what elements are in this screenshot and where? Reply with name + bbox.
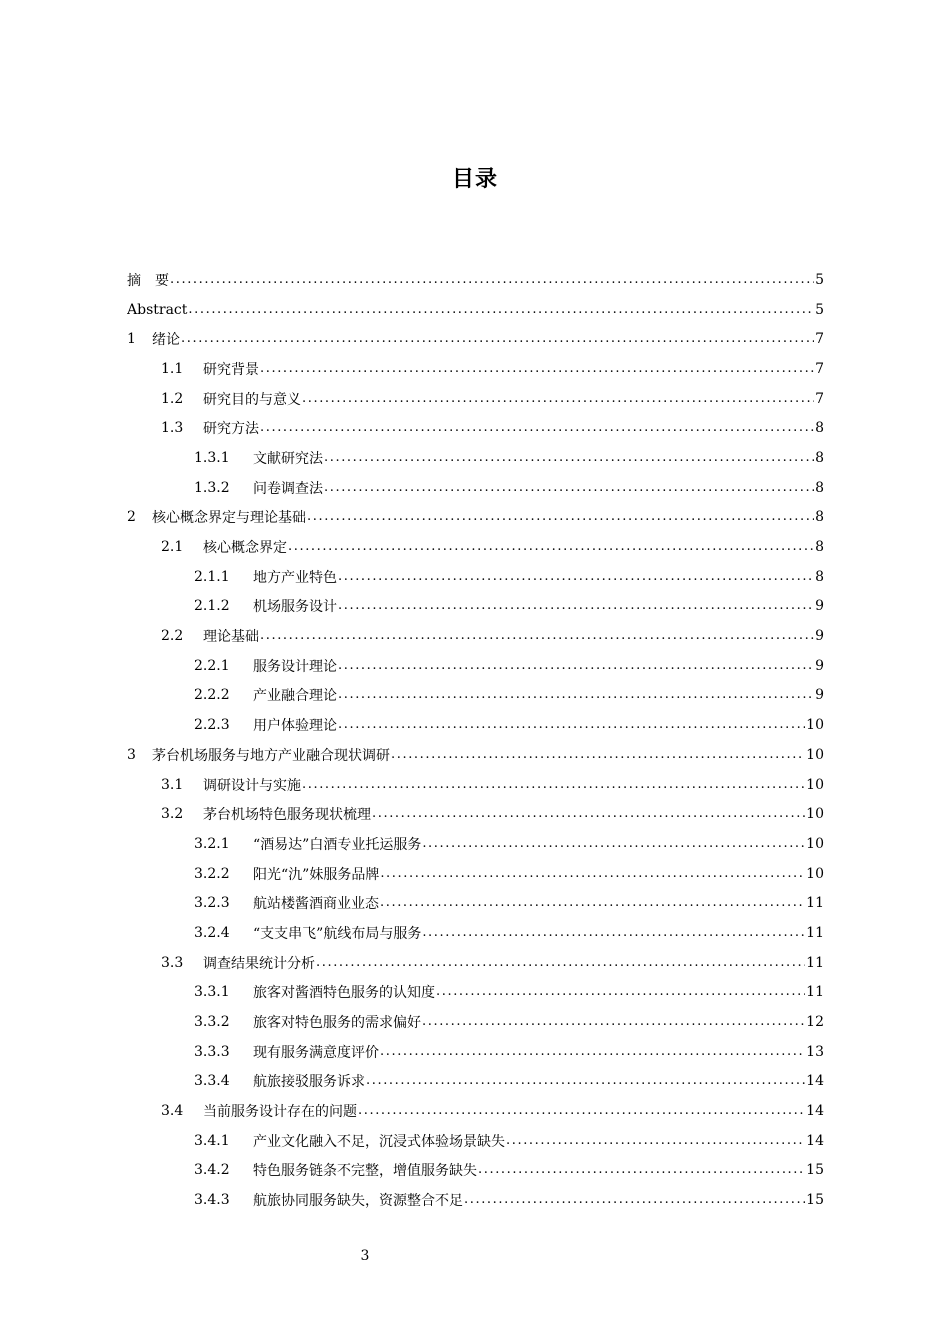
toc-dot-leader xyxy=(324,479,814,497)
toc-entry-page: 7 xyxy=(815,360,824,377)
toc-entry-label: 摘 要 xyxy=(127,272,169,289)
toc-entry-page: 7 xyxy=(815,331,824,348)
page-title: 目录 xyxy=(451,167,498,192)
toc-dot-leader xyxy=(422,835,805,853)
toc-entry-label: 特色服务链条不完整，增值服务缺失 xyxy=(253,1163,477,1180)
toc-entry-number: 3.3.3 xyxy=(194,1043,230,1060)
toc-dot-leader xyxy=(358,1102,805,1120)
toc-entry-label: 产业文化融入不足，沉浸式体验场景缺失 xyxy=(253,1133,505,1150)
toc-entry-page: 9 xyxy=(815,598,824,615)
toc-entry-number: 3.2 xyxy=(161,806,184,823)
toc-entry-number: 3.3.2 xyxy=(194,1014,230,1031)
toc-entry-label: 旅客对特色服务的需求偏好 xyxy=(253,1015,421,1032)
toc-entry[interactable] xyxy=(127,859,824,889)
toc-entry-number: 2.2 xyxy=(161,628,184,645)
toc-entry[interactable] xyxy=(127,799,824,829)
toc-entry-number: 1.3.2 xyxy=(194,479,230,496)
toc-entry-number: 3.4 xyxy=(161,1103,184,1120)
toc-entry[interactable] xyxy=(127,295,824,325)
toc-entry-label: 产业融合理论 xyxy=(253,688,337,705)
toc-entry-label: 茅台机场特色服务现状梳理 xyxy=(203,807,371,824)
toc-entry-label: 茅台机场服务与地方产业融合现状调研 xyxy=(152,747,390,764)
toc-dot-leader xyxy=(260,419,814,437)
toc-entry-label: 研究目的与意义 xyxy=(203,391,301,408)
toc-entry-page: 5 xyxy=(815,271,824,288)
toc-entry[interactable] xyxy=(127,1096,824,1126)
toc-entry-label: 核心概念界定 xyxy=(203,540,287,557)
toc-entry-label: 服务设计理论 xyxy=(253,658,337,675)
toc-entry-page: 5 xyxy=(815,301,824,318)
toc-entry-page: 14 xyxy=(806,1073,824,1090)
toc-entry[interactable] xyxy=(127,384,824,414)
toc-entry-label: 航旅接驳服务诉求 xyxy=(253,1074,365,1091)
toc-dot-leader xyxy=(260,627,814,645)
toc-dot-leader xyxy=(170,271,814,289)
toc-entry[interactable] xyxy=(127,651,824,681)
toc-entry-number: 1.3 xyxy=(161,420,184,437)
toc-entry[interactable] xyxy=(127,1126,824,1156)
toc-entry-label: 现有服务满意度评价 xyxy=(253,1044,379,1061)
page-number: 3 xyxy=(360,1248,370,1264)
toc-dot-leader xyxy=(380,865,805,883)
toc-entry-number: 2.2.2 xyxy=(194,687,230,704)
toc-entry[interactable] xyxy=(127,1156,824,1186)
toc-dot-leader xyxy=(338,597,814,615)
toc-entry[interactable] xyxy=(127,770,824,800)
toc-dot-leader xyxy=(422,1013,805,1031)
toc-entry[interactable] xyxy=(127,918,824,948)
toc-entry-number: 3.2.3 xyxy=(194,895,230,912)
toc-entry-label: 阳光“氿”妹服务品牌 xyxy=(253,866,380,883)
toc-entry-label: 研究方法 xyxy=(203,421,259,438)
toc-entry-page: 15 xyxy=(806,1192,824,1209)
toc-entry[interactable] xyxy=(127,354,824,384)
toc-entry-number: 1.1 xyxy=(161,360,184,377)
table-of-contents xyxy=(127,265,824,1215)
toc-entry[interactable] xyxy=(127,710,824,740)
toc-dot-leader xyxy=(188,301,814,319)
toc-entry[interactable] xyxy=(127,978,824,1008)
toc-dot-leader xyxy=(338,568,814,586)
toc-dot-leader xyxy=(324,449,814,467)
toc-entry-label: 绪论 xyxy=(152,332,180,349)
toc-entry-label: “支支串飞”航线布局与服务 xyxy=(253,925,422,942)
toc-entry-number: 1.3.1 xyxy=(194,449,230,466)
toc-entry[interactable] xyxy=(127,1007,824,1037)
toc-entry-number: 3 xyxy=(127,746,136,763)
toc-entry-label: 调查结果统计分析 xyxy=(203,955,315,972)
toc-entry-label: Abstract xyxy=(127,301,188,318)
toc-entry-number: 3.2.1 xyxy=(194,835,230,852)
toc-entry-label: 理论基础 xyxy=(203,629,259,646)
toc-entry-number: 3.4.3 xyxy=(194,1192,230,1209)
toc-dot-leader xyxy=(372,805,805,823)
toc-entry-number: 3.3.4 xyxy=(194,1073,230,1090)
toc-entry-page: 10 xyxy=(806,717,824,734)
toc-entry-label: “酒易达”白酒专业托运服务 xyxy=(253,836,422,853)
toc-entry-page: 14 xyxy=(806,1132,824,1149)
toc-entry-page: 10 xyxy=(806,746,824,763)
toc-entry-label: 旅客对酱酒特色服务的认知度 xyxy=(253,985,435,1002)
toc-entry-label: 航站楼酱酒商业业态 xyxy=(253,896,379,913)
toc-entry-label: 研究背景 xyxy=(203,361,259,378)
toc-entry[interactable] xyxy=(127,592,824,622)
toc-entry-number: 1 xyxy=(127,331,136,348)
toc-entry-number: 2.1.2 xyxy=(194,598,230,615)
toc-entry-page: 7 xyxy=(815,390,824,407)
toc-entry-number: 3.4.2 xyxy=(194,1162,230,1179)
toc-entry[interactable] xyxy=(127,473,824,503)
toc-entry-number: 3.1 xyxy=(161,776,184,793)
toc-entry[interactable] xyxy=(127,562,824,592)
toc-entry-page: 10 xyxy=(806,806,824,823)
toc-entry-number: 3.3 xyxy=(161,954,184,971)
toc-dot-leader xyxy=(366,1072,805,1090)
toc-entry-page: 10 xyxy=(806,776,824,793)
toc-dot-leader xyxy=(436,983,805,1001)
toc-entry-page: 8 xyxy=(815,568,824,585)
toc-entry-number: 2 xyxy=(127,509,136,526)
toc-entry-number: 2.1.1 xyxy=(194,568,230,585)
toc-entry-label: 地方产业特色 xyxy=(253,569,337,586)
toc-entry-page: 10 xyxy=(806,835,824,852)
toc-entry-page: 8 xyxy=(815,420,824,437)
toc-entry-label: 航旅协同服务缺失，资源整合不足 xyxy=(253,1193,463,1210)
toc-dot-leader xyxy=(506,1132,805,1150)
toc-entry-label: 机场服务设计 xyxy=(253,599,337,616)
toc-entry[interactable] xyxy=(127,265,824,295)
toc-entry-page: 9 xyxy=(815,628,824,645)
toc-entry-label: 用户体验理论 xyxy=(253,718,337,735)
toc-entry-page: 8 xyxy=(815,449,824,466)
toc-entry-number: 3.4.1 xyxy=(194,1132,230,1149)
toc-entry[interactable] xyxy=(127,1067,824,1097)
toc-entry-page: 14 xyxy=(806,1103,824,1120)
toc-entry-number: 2.2.3 xyxy=(194,717,230,734)
toc-entry[interactable] xyxy=(127,1185,824,1215)
toc-entry-page: 8 xyxy=(815,539,824,556)
toc-entry[interactable] xyxy=(127,829,824,859)
toc-entry[interactable] xyxy=(127,443,824,473)
toc-dot-leader xyxy=(478,1161,805,1179)
toc-entry[interactable] xyxy=(127,413,824,443)
toc-entry-label: 调研设计与实施 xyxy=(203,777,301,794)
toc-entry-page: 8 xyxy=(815,509,824,526)
toc-entry[interactable] xyxy=(127,681,824,711)
toc-entry-page: 11 xyxy=(806,984,824,1001)
toc-entry-number: 2.2.1 xyxy=(194,657,230,674)
toc-entry[interactable] xyxy=(127,888,824,918)
toc-entry-label: 核心概念界定与理论基础 xyxy=(152,510,306,527)
toc-entry-page: 11 xyxy=(806,954,824,971)
toc-entry-page: 15 xyxy=(806,1162,824,1179)
toc-dot-leader xyxy=(422,924,805,942)
toc-dot-leader xyxy=(338,657,814,675)
toc-entry-label: 问卷调查法 xyxy=(253,480,323,497)
toc-entry-label: 文献研究法 xyxy=(253,450,323,467)
toc-entry-page: 8 xyxy=(815,479,824,496)
toc-entry[interactable] xyxy=(127,532,824,562)
toc-entry-page: 10 xyxy=(806,865,824,882)
toc-entry[interactable] xyxy=(127,503,824,533)
toc-entry-number: 3.2.2 xyxy=(194,865,230,882)
toc-entry-page: 9 xyxy=(815,657,824,674)
toc-entry-page: 9 xyxy=(815,687,824,704)
toc-dot-leader xyxy=(316,954,805,972)
toc-dot-leader xyxy=(380,1043,805,1061)
toc-dot-leader xyxy=(302,776,805,794)
toc-entry-number: 3.2.4 xyxy=(194,924,230,941)
toc-dot-leader xyxy=(288,538,814,556)
toc-dot-leader xyxy=(302,390,814,408)
toc-entry[interactable] xyxy=(127,740,824,770)
toc-entry-number: 2.1 xyxy=(161,539,184,556)
toc-dot-leader xyxy=(464,1191,805,1209)
toc-entry-number: 1.2 xyxy=(161,390,184,407)
toc-dot-leader xyxy=(181,330,814,348)
toc-entry-label: 当前服务设计存在的问题 xyxy=(203,1104,357,1121)
toc-entry[interactable] xyxy=(127,324,824,354)
toc-entry-page: 13 xyxy=(806,1043,824,1060)
toc-entry-page: 12 xyxy=(806,1014,824,1031)
toc-dot-leader xyxy=(307,508,814,526)
toc-dot-leader xyxy=(391,746,805,764)
toc-entry[interactable] xyxy=(127,948,824,978)
toc-entry[interactable] xyxy=(127,1037,824,1067)
toc-entry-page: 11 xyxy=(806,924,824,941)
toc-entry-number: 3.3.1 xyxy=(194,984,230,1001)
toc-dot-leader xyxy=(338,686,814,704)
toc-dot-leader xyxy=(260,360,814,378)
toc-dot-leader xyxy=(380,894,805,912)
toc-dot-leader xyxy=(338,716,805,734)
toc-entry-page: 11 xyxy=(806,895,824,912)
toc-entry[interactable] xyxy=(127,621,824,651)
